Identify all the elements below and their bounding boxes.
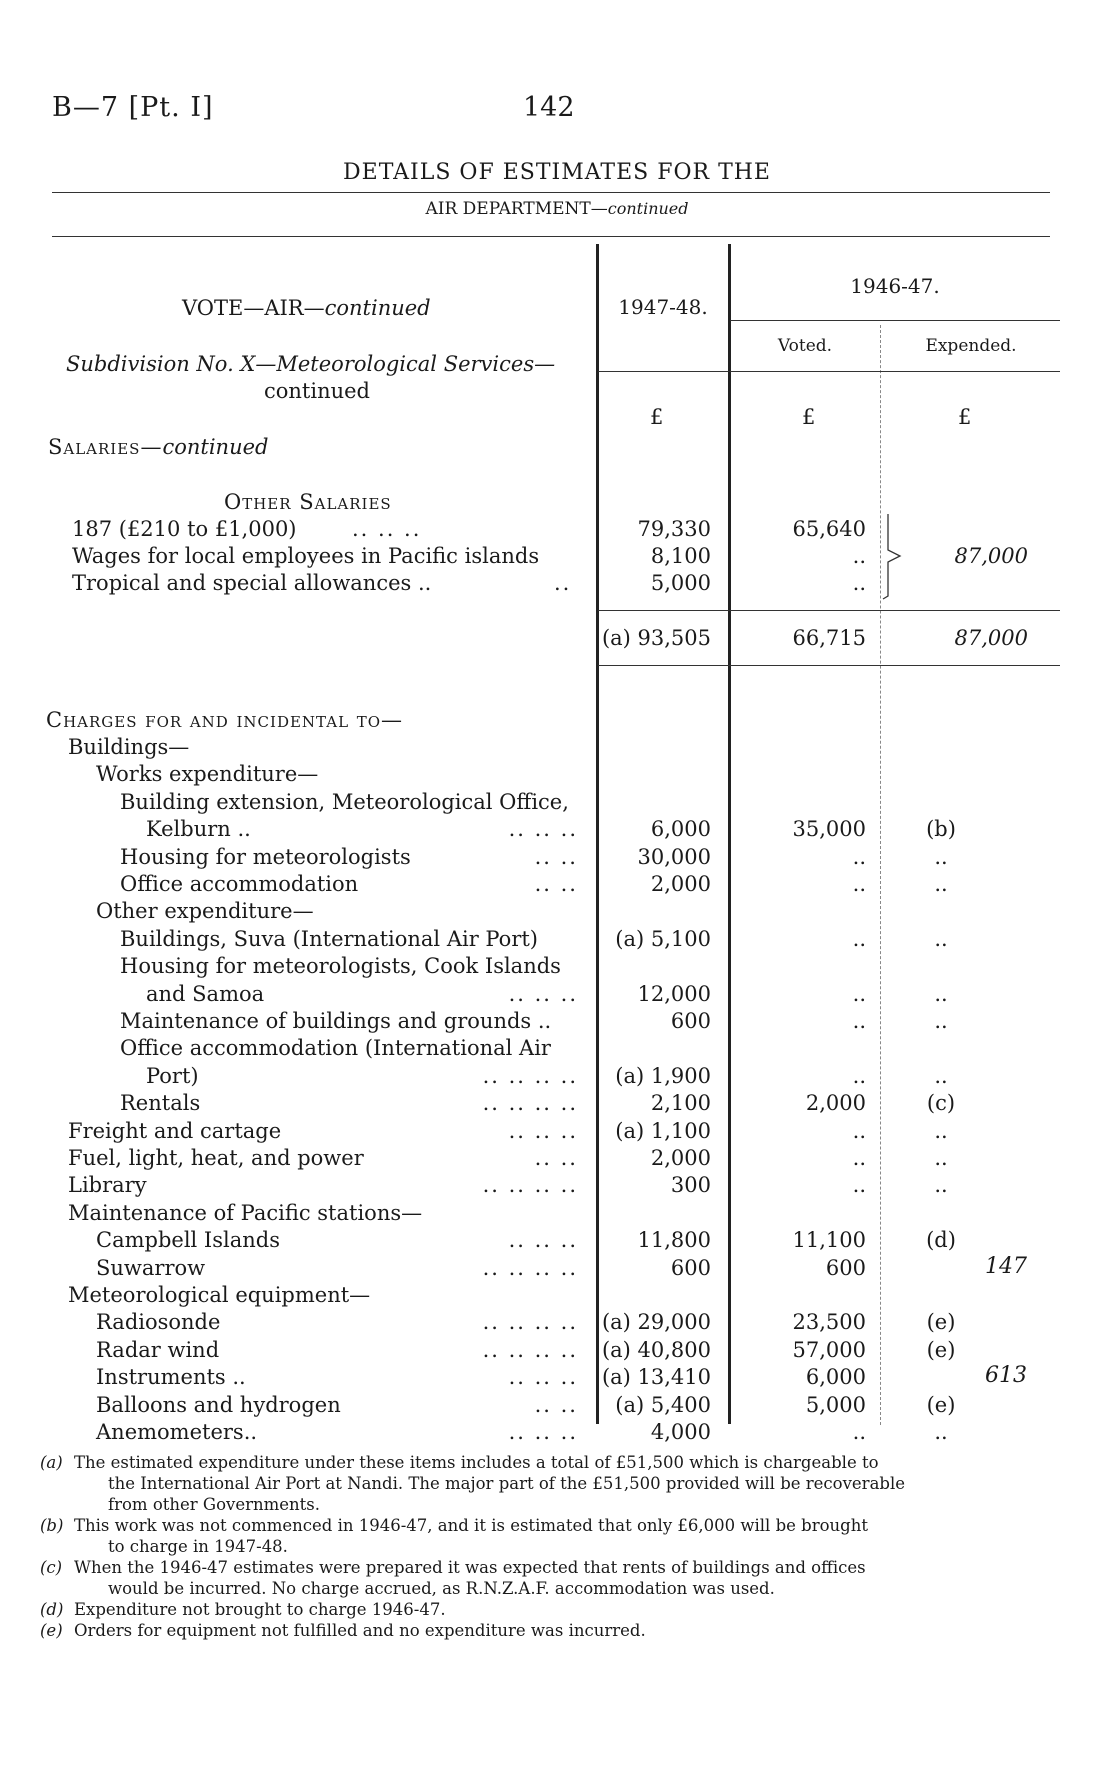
charge-row-expended: .. (934, 982, 948, 1006)
footnote-text: Expenditure not brought to charge 1946-47. (74, 1600, 446, 1619)
charge-row-voted: 23,500 (792, 1310, 866, 1334)
charge-row-expended: .. (934, 927, 948, 951)
charge-row-1947-48: 2,000 (650, 1146, 711, 1170)
charge-row-1947-48: (a) 13,410 (601, 1365, 711, 1389)
title-rule (52, 192, 1050, 193)
footnote-text: Orders for equipment not fulfilled and no expenditure was incurred. (74, 1621, 646, 1640)
charge-row-voted: .. (852, 1173, 866, 1197)
charge-row-voted: 2,000 (805, 1091, 866, 1115)
leader-dots: .. .. (534, 1393, 578, 1417)
charge-row-expended: .. (934, 1119, 948, 1143)
salary-row-voted: .. (852, 571, 866, 595)
charge-row-1947-48: 30,000 (637, 845, 711, 869)
margin-note: 613 (985, 1363, 1027, 1388)
footnote (40, 1452, 1040, 1515)
charge-row-label: Rentals (120, 1091, 201, 1115)
subtotal-rule-top (598, 610, 1060, 611)
footnote (40, 1620, 1040, 1641)
charge-row-expended: .. (934, 1146, 948, 1170)
column-divider-3 (880, 325, 881, 1425)
year-rule (730, 320, 1060, 321)
charge-row-expended: .. (934, 1420, 948, 1444)
charge-row-label: Instruments .. (96, 1365, 246, 1389)
leader-dots: .. .. .. .. (482, 1173, 578, 1197)
salaries-heading: Salaries—continued (48, 435, 269, 459)
charge-row-label: Housing for meteorologists (120, 845, 411, 869)
page-title: DETAILS OF ESTIMATES FOR THE (343, 160, 771, 185)
charge-row-label: Freight and cartage (68, 1119, 282, 1143)
salary-row-1947-48: 79,330 (637, 517, 711, 541)
charge-row-1947-48: 300 (670, 1173, 711, 1197)
column-divider-2 (728, 244, 731, 1424)
charge-row-label: Office accommodation (International Air (120, 1036, 551, 1060)
leader-dots: .. .. .. (508, 1420, 578, 1444)
footnote (40, 1515, 1040, 1557)
leader-dots: .. .. .. (508, 982, 578, 1006)
footnote (40, 1599, 1040, 1620)
charge-row-label: Buildings— (68, 735, 190, 759)
charge-row-voted: 35,000 (792, 817, 866, 841)
salary-row-1947-48: 8,100 (650, 544, 711, 568)
charge-row-voted: .. (852, 982, 866, 1006)
charge-row-voted: .. (852, 1064, 866, 1088)
footnote-label: (e) (40, 1621, 63, 1640)
column-head-expended: Expended. (925, 336, 1017, 356)
charge-row-voted: .. (852, 872, 866, 896)
column-head-rule (598, 371, 1060, 372)
footnote-label: (c) (40, 1558, 63, 1577)
charge-row-voted: 5,000 (805, 1393, 866, 1417)
currency-symbol: £ (802, 405, 816, 429)
charge-row-expended: .. (934, 872, 948, 896)
leader-dots: .. .. .. (352, 517, 422, 541)
leader-dots: .. .. (534, 872, 578, 896)
footnote-text: This work was not commenced in 1946-47, and it is estimated that only £6,000 will be brought (74, 1516, 868, 1535)
charge-row-1947-48: (a) 1,100 (615, 1119, 711, 1143)
leader-dots: .. .. .. .. (482, 1256, 578, 1280)
footnote-label: (a) (40, 1453, 63, 1472)
footnote (40, 1557, 1040, 1599)
charge-row-expended: (e) (926, 1310, 956, 1334)
salary-row-label: Wages for local employees in Pacific islands (72, 544, 540, 568)
subdivision-continued: continued (264, 379, 371, 403)
leader-dots: .. .. (534, 1146, 578, 1170)
charge-row-label: Suwarrow (96, 1256, 206, 1280)
charge-row-1947-48: (a) 5,100 (615, 927, 711, 951)
leader-dots: .. .. (534, 845, 578, 869)
charge-row-voted: 57,000 (792, 1338, 866, 1362)
charge-row-label: Housing for meteorologists, Cook Islands (120, 954, 561, 978)
charge-row-label: Buildings, Suva (International Air Port) (120, 927, 539, 951)
charge-row-1947-48: 6,000 (650, 817, 711, 841)
charge-row-1947-48: (a) 40,800 (601, 1338, 711, 1362)
department-subtitle: AIR DEPARTMENT—continued (425, 199, 689, 219)
column-head-voted: Voted. (777, 336, 833, 356)
column-head-1946-47: 1946-47. (850, 274, 940, 298)
column-head-1947-48: 1947-48. (618, 295, 708, 319)
charge-row-label: Maintenance of buildings and grounds .. (120, 1009, 552, 1033)
charge-row-label: Meteorological equipment— (68, 1283, 371, 1307)
charge-row-voted: .. (852, 1009, 866, 1033)
salary-row-label: Tropical and special allowances .. (72, 571, 432, 595)
charge-row-1947-48: (a) 5,400 (615, 1393, 711, 1417)
charge-row-expended: .. (934, 1173, 948, 1197)
charge-row-voted: .. (852, 1119, 866, 1143)
salary-row-voted: .. (852, 544, 866, 568)
charge-row-label: Balloons and hydrogen (96, 1393, 341, 1417)
charges-heading: Charges for and incidental to— (46, 708, 404, 732)
charge-row-label: Campbell Islands (96, 1228, 280, 1252)
salary-row-label: 187 (£210 to £1,000) (72, 517, 297, 541)
salaries-total-expended: 87,000 (954, 626, 1028, 650)
footnote-text: The estimated expenditure under these items includes a total of £51,500 which is chargeable to (74, 1453, 879, 1472)
subdivision-heading: Subdivision No. X—Meteorological Services— (66, 352, 556, 376)
charge-row-label: Radar wind (96, 1338, 220, 1362)
charge-row-1947-48: 2,000 (650, 872, 711, 896)
currency-symbol: £ (958, 405, 972, 429)
charge-row-voted: 6,000 (805, 1365, 866, 1389)
charge-row-label: Anemometers.. (96, 1420, 258, 1444)
salaries-total-voted: 66,715 (792, 626, 866, 650)
leader-dots: .. .. .. .. (482, 1091, 578, 1115)
leader-dots: .. .. .. (508, 1365, 578, 1389)
column-divider-1 (596, 244, 599, 1424)
leader-dots: .. (554, 571, 572, 595)
charge-row-label: Kelburn .. (146, 817, 251, 841)
salaries-total-1947-48: (a) 93,505 (601, 626, 711, 650)
leader-dots: .. .. .. (508, 1119, 578, 1143)
charge-row-1947-48: (a) 1,900 (615, 1064, 711, 1088)
charge-row-1947-48: 600 (670, 1009, 711, 1033)
charge-row-expended: (d) (926, 1228, 956, 1252)
charge-row-expended: .. (934, 845, 948, 869)
charge-row-expended: (b) (926, 817, 956, 841)
charge-row-expended: .. (934, 1009, 948, 1033)
charge-row-1947-48: 12,000 (637, 982, 711, 1006)
charge-row-voted: 11,100 (792, 1228, 866, 1252)
charge-row-voted: .. (852, 845, 866, 869)
charge-row-1947-48: 2,100 (650, 1091, 711, 1115)
charge-row-expended: (c) (926, 1091, 956, 1115)
charge-row-label: Port) (146, 1064, 199, 1088)
leader-dots: .. .. .. .. (482, 1310, 578, 1334)
document-reference: B—7 [Pt. I] (52, 92, 214, 123)
footnote-text-continued: to charge in 1947-48. (108, 1537, 288, 1556)
leader-dots: .. .. .. .. (482, 1064, 578, 1088)
salary-row-voted: 65,640 (792, 517, 866, 541)
charge-row-label: Maintenance of Pacific stations— (68, 1201, 423, 1225)
currency-symbol: £ (650, 405, 664, 429)
charge-row-label: and Samoa (146, 982, 265, 1006)
charge-row-expended: (e) (926, 1338, 956, 1362)
vote-heading: VOTE—AIR—continued (182, 296, 431, 320)
salary-row-1947-48: 5,000 (650, 571, 711, 595)
footnote-text-continued: from other Governments. (108, 1495, 321, 1514)
leader-dots: .. .. .. (508, 817, 578, 841)
page-number: 142 (523, 92, 575, 123)
charge-row-voted: .. (852, 1420, 866, 1444)
footnote-label: (d) (40, 1600, 64, 1619)
charge-row-expended: (e) (926, 1393, 956, 1417)
margin-note: 147 (985, 1254, 1027, 1279)
charge-row-label: Library (68, 1173, 147, 1197)
charge-row-voted: .. (852, 927, 866, 951)
salaries-expended-value: 87,000 (954, 544, 1028, 568)
footnote-text-continued: would be incurred. No charge accrued, as R.N.Z.A.F. accommodation was used. (108, 1579, 775, 1598)
footnote-label: (b) (40, 1516, 64, 1535)
leader-dots: .. .. .. .. (482, 1338, 578, 1362)
charge-row-label: Works expenditure— (96, 762, 319, 786)
charge-row-1947-48: (a) 29,000 (601, 1310, 711, 1334)
subtitle-rule (52, 236, 1050, 237)
leader-dots: .. .. .. (508, 1228, 578, 1252)
footnote-text: When the 1946-47 estimates were prepared it was expected that rents of buildings and offices (74, 1558, 866, 1577)
charge-row-label: Radiosonde (96, 1310, 221, 1334)
charge-row-label: Building extension, Meteorological Office, (120, 790, 569, 814)
other-salaries-heading: Other Salaries (224, 490, 392, 514)
charge-row-label: Fuel, light, heat, and power (68, 1146, 364, 1170)
brace-bracket (882, 510, 912, 602)
footnote-text-continued: the International Air Port at Nandi. The major part of the £51,500 provided will be recoverable (108, 1474, 906, 1493)
charge-row-expended: .. (934, 1064, 948, 1088)
charge-row-voted: 600 (825, 1256, 866, 1280)
charge-row-1947-48: 4,000 (650, 1420, 711, 1444)
charge-row-1947-48: 11,800 (637, 1228, 711, 1252)
subtotal-rule-bottom (598, 665, 1060, 666)
charge-row-label: Other expenditure— (96, 899, 314, 923)
charge-row-voted: .. (852, 1146, 866, 1170)
charge-row-label: Office accommodation (120, 872, 359, 896)
charge-row-1947-48: 600 (670, 1256, 711, 1280)
